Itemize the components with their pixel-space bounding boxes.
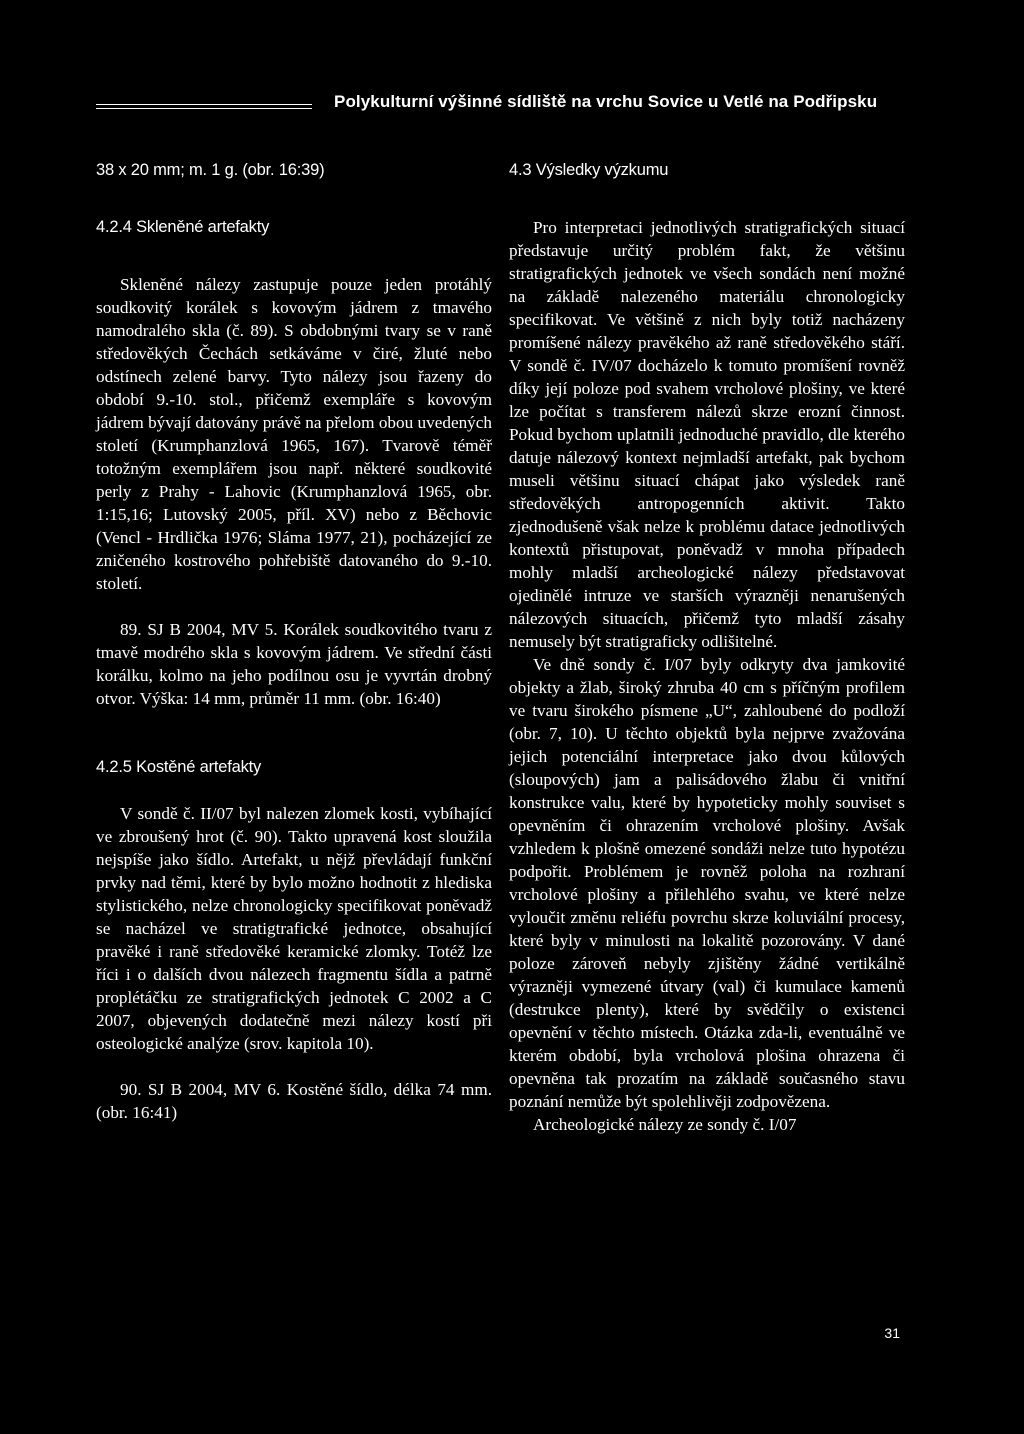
running-header-title: Polykulturní výšinné sídliště na vrchu Sovice u Vetlé na Podřipsku — [334, 92, 878, 111]
right-column — [509, 159, 905, 1136]
header-rule — [96, 104, 312, 109]
paragraph-bone: V sondě č. II/07 byl nalezen zlomek kosti, vybíhající ve zbroušený hrot (č. 90). Takto upravená kost sloužila nejspíše jako šídlo. Artefakt, u nějž převládají funkční prvky nad těmi, které by bylo možno hodnotit z hlediska stylistického, nelze chronologicky specifikovat poněvadž se nacházel ve stratigtrafické jednotce, obsahující pravěké i raně středověké keramické zlomky. Totéž lze říci i o dalších dvou nálezech fragmentu šídla a patrně proplétáčku ze stratigrafických jednotek C 2002 a C 2007, objevených dodatečně mezi nálezy kostí při osteologické analýze (srov. kapitola 10). — [96, 804, 492, 1053]
catalog-continuation: 38 x 20 mm; m. 1 g. (obr. 16:39) — [96, 161, 325, 179]
page-number: 31 — [884, 1325, 900, 1341]
paragraph-results-1: Pro interpretaci jednotlivých stratigrafických situací představuje určitý problém fakt, že většinu stratigrafických jednotek ve všech sondách není možné na základě nalezeného materiálu chronologicky specifikovat. Ve většině z nich byly totiž nacházeny promíšené nálezy pravěkého až raně středověkého stáří. V sondě č. IV/07 docházelo k tomuto promíšení rovněž díky její poloze pod svahem vrcholové plošiny, ve které lze počítat s transferem nálezů skrze erozní činnost. Pokud bychom uplatnili jednoduché pravidlo, dle kterého datuje nálezový kontext nejmladší artefakt, pak bychom museli většinu situací chápat jako výsledek raně středověkých antropogenních aktivit. Takto zjednodušeně však nelze k problému datace jednotlivých kontextů přistupovat, poněvadž v mnoha případech mohly mladší archeologické nálezy představovat ojedinělé intruze ve starších výrazněji nenarušených nálezových situacích, přičemž tyto mladší zásahy nemusely být stratigraficky odlišitelné. — [509, 218, 905, 651]
paragraph-results-3: Archeologické nálezy ze sondy č. I/07 — [533, 1115, 797, 1134]
section-heading-results: 4.3 Výsledky výzkumu — [509, 161, 669, 179]
catalog-entry-89: 89. SJ B 2004, MV 5. Korálek soudkovitého tvaru z tmavě modrého skla s kovovým jádrem. Ve střední části korálku, kolmo na jeho podílnou osu je vyvrtán drobný otvor. Výška: 14 mm, průměr 11 mm. (obr. 16:40) — [96, 620, 492, 708]
section-heading-bone: 4.2.5 Kostěné artefakty — [96, 758, 262, 776]
section-heading-glass: 4.2.4 Skleněné artefakty — [96, 218, 270, 236]
catalog-entry-90: 90. SJ B 2004, MV 6. Kostěné šídlo, délka 74 mm. (obr. 16:41) — [96, 1080, 492, 1122]
paragraph-results-2: Ve dně sondy č. I/07 byly odkryty dva jamkovité objekty a žlab, široký zhruba 40 cm s příčným profilem ve tvaru širokého písmene „U“, zahloubené do podloží (obr. 7, 10). U těchto objektů byla nejprve zvažována jejich potenciální interpretace jako dvou kůlových (sloupových) jam a palisádového žlabu či vnitřní konstrukce valu, které by hypoteticky mohly souviset s opevněním či ohrazením vrcholové plošiny. Avšak vzhledem k plošně omezené sondáži nelze tuto hypotézu podpořit. Problémem je rovněž poloha na rozhraní vrcholové plošiny a přilehlého svahu, ve které nelze vyloučit změnu reliéfu povrchu skrze koluviální procesy, které byly v minulosti na lokalitě pozorovány. V dané poloze zároveň nebyly zjištěny žádné vertikálně výrazněji vymezené útvary (val) či kumulace kamenů (destrukce plenty), které by svědčily o existenci opevnění v těchto místech. Otázka zda-li, eventuálně ve kterém období, byla vrcholová plošina ohrazena či opevněna tak prozatím na základě současného stavu poznání nemůže být spolehlivěji zodpovězena. — [509, 655, 905, 1111]
left-column — [96, 159, 492, 1124]
paragraph-glass: Skleněné nálezy zastupuje pouze jeden protáhlý soudkovitý korálek s kovovým jádrem z tmavého namodralého skla (č. 89). S obdobnými tvary se v raně středověkých Čechách setkáváme v čiré, žluté nebo odstínech zelené barvy. Tyto nálezy jsou řazeny do období 9.-10. stol., přičemž exempláře s kovovým jádrem bývají datovány právě na přelom obou uvedených století (Krumphanzlová 1965, 167). Tvarově téměř totožným exemplářem jsou např. některé soudkovité perly z Prahy - Lahovic (Krumphanzlová 1965, obr. 1:15,16; Lutovský 2005, příl. XV) nebo z Běchovic (Vencl - Hrdlička 1976; Sláma 1977, 21), pocházející ze zničeného kostrového pohřebiště datovaného do 9.-10. století. — [96, 275, 492, 593]
